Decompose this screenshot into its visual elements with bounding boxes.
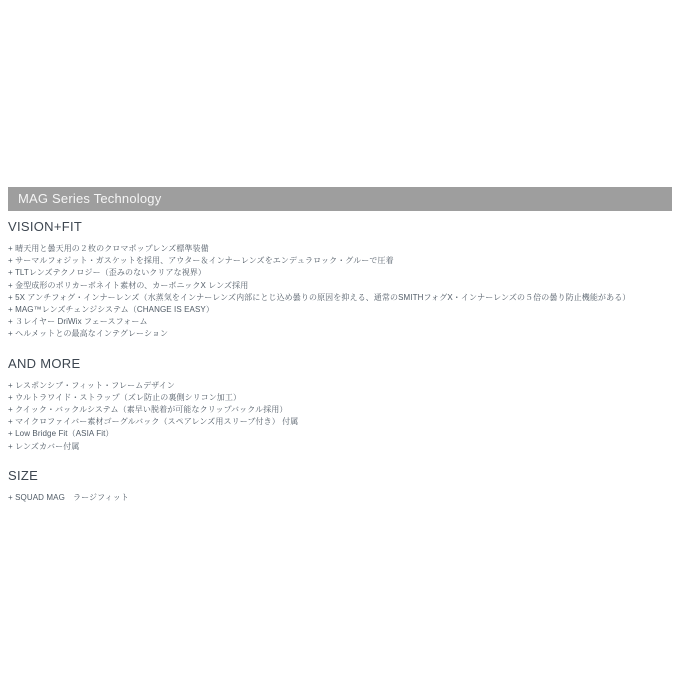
- feature-item: + TLTレンズテクノロジー（歪みのないクリアな視界）: [8, 268, 206, 278]
- section-and-more: [8, 357, 672, 453]
- section-vision-fit: [8, 220, 672, 341]
- product-spec-content: [8, 187, 672, 504]
- technology-banner: [8, 187, 672, 211]
- feature-item: + ヘルメットとの最高なインテグレーション: [8, 329, 169, 339]
- section-heading: AND MORE: [8, 355, 81, 371]
- feature-list: [8, 380, 672, 453]
- feature-item: + 晴天用と曇天用の２枚のクロマポップレンズ標準装備: [8, 244, 209, 253]
- feature-item: + レンズカバー付属: [8, 441, 80, 451]
- feature-item: + 金型成形のポリカーボネイト素材の、カーボニックX レンズ採用: [8, 280, 249, 290]
- feature-item: + 5X アンチフォグ・インナーレンズ（水蒸気をインナーレンズ内部にとじ込め曇りの原因を抑える、通常のSMITHフォグX・インナーレンズの５倍の曇り防止機能がある）: [8, 292, 631, 302]
- feature-item: + クイック・バックルシステム（素早い脱着が可能なクリップバックル採用）: [8, 405, 288, 415]
- section-heading: VISION+FIT: [8, 219, 83, 234]
- feature-item: + サーマルフォジット・ガスケットを採用、アウター＆インナーレンズをエンデュラロック・グルーで圧着: [8, 256, 394, 266]
- feature-item: + マイクロファイバー素材ゴーグルバック（スペアレンズ用スリーブ付き） 付属: [8, 417, 299, 427]
- feature-item: + レスポンシブ・フィット・フレームデザイン: [8, 380, 175, 390]
- section-heading: SIZE: [8, 467, 39, 483]
- feature-item: + ３レイヤー DriWix フェースフォーム: [8, 317, 148, 327]
- feature-item: + Low Bridge Fit（ASIA Fit）: [8, 429, 114, 439]
- feature-item: + MAG™レンズチェンジシステム（CHANGE IS EASY）: [8, 305, 214, 315]
- section-size: [8, 469, 672, 504]
- banner-title: MAG Series Technology: [18, 191, 162, 206]
- feature-item: + ウルトラワイド・ストラップ（ズレ防止の裏側シリコン加工）: [8, 392, 242, 402]
- feature-item: + SQUAD MAG ラージフィット: [8, 492, 129, 502]
- feature-list: [8, 243, 672, 341]
- feature-list: [8, 492, 672, 504]
